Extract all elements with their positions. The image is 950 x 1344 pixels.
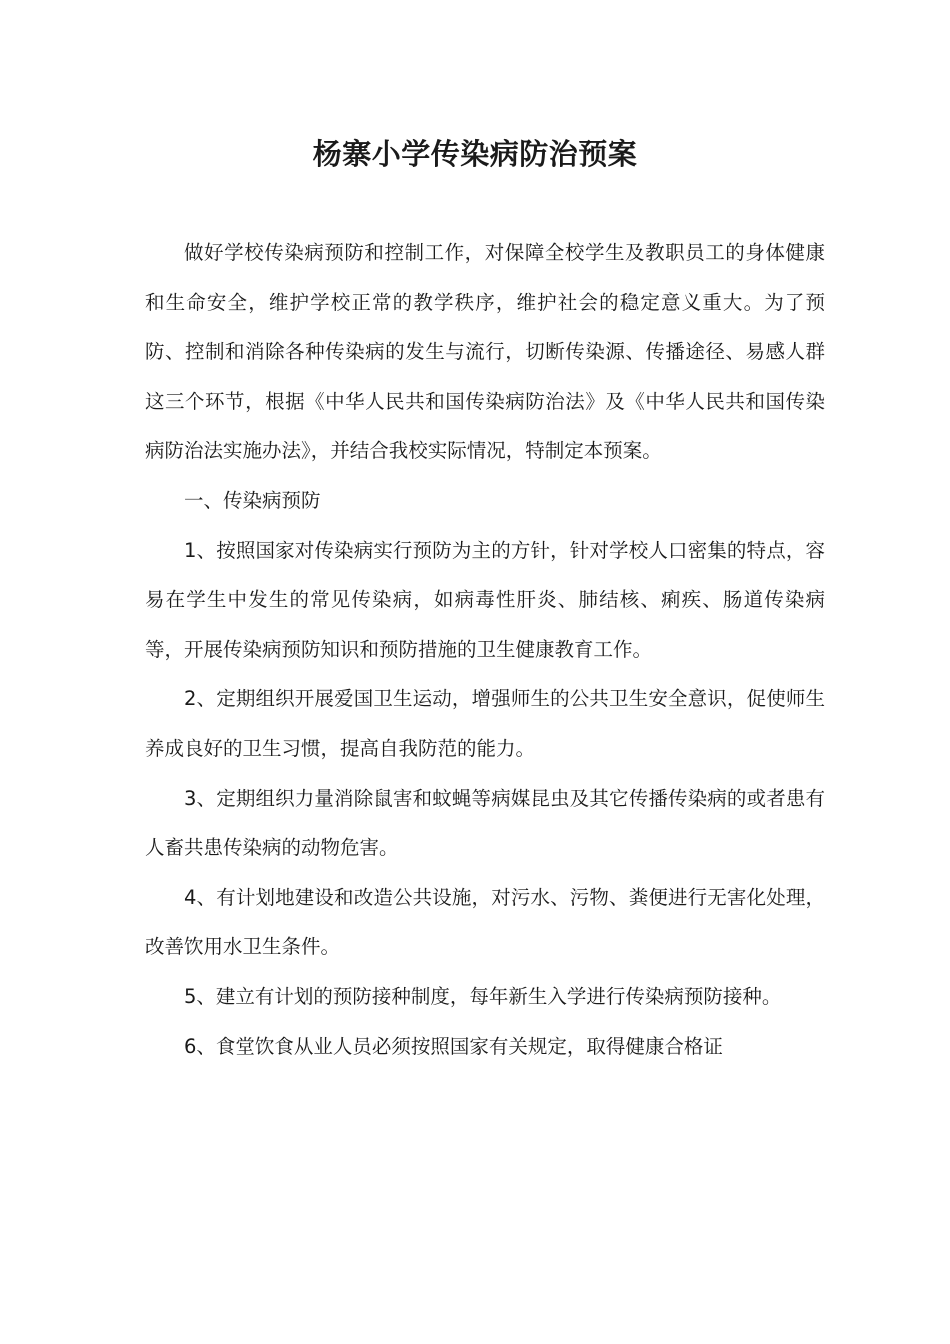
section-heading: 一、传染病预防: [184, 488, 321, 512]
list-item: 1、按照国家对传染病实行预防为主的方针，针对学校人口密集的特点，容易在学生中发生的常见传染病，如病毒性肝炎、肺结核、痢疾、肠道传染病等，开展传染病预防知识和预防措施的卫生健康教育工作。: [145, 538, 825, 661]
list-item: 5、建立有计划的预防接种制度，每年新生入学进行传染病预防接种。: [184, 984, 782, 1008]
list-item: 2、定期组织开展爱国卫生运动，增强师生的公共卫生安全意识，促使师生养成良好的卫生习惯，提高自我防范的能力。: [145, 687, 825, 760]
document-body: [145, 228, 825, 1071]
list-item: 6、食堂饮食从业人员必须按照国家有关规定，取得健康合格证: [184, 1034, 723, 1058]
list-item: 4、有计划地建设和改造公共设施，对污水、污物、粪便进行无害化处理，改善饮用水卫生条件。: [145, 885, 825, 959]
list-item: 3、定期组织力量消除鼠害和蚊蝇等病媒昆虫及其它传播传染病的或者患有人畜共患传染病的动物危害。: [145, 786, 825, 860]
intro-paragraph: 做好学校传染病预防和控制工作，对保障全校学生及教职员工的身体健康和生命安全，维护学校正常的教学秩序，维护社会的稳定意义重大。为了预防、控制和消除各种传染病的发生与流行，切断传染源、传播途径、易感人群这三个环节，根据《中华人民共和国传染病防治法》及《中华人民共和国传染病防治法实施办法》，并结合我校实际情况，特制定本预案。: [145, 241, 825, 463]
document-title: 杨寨小学传染病防治预案: [312, 137, 638, 171]
